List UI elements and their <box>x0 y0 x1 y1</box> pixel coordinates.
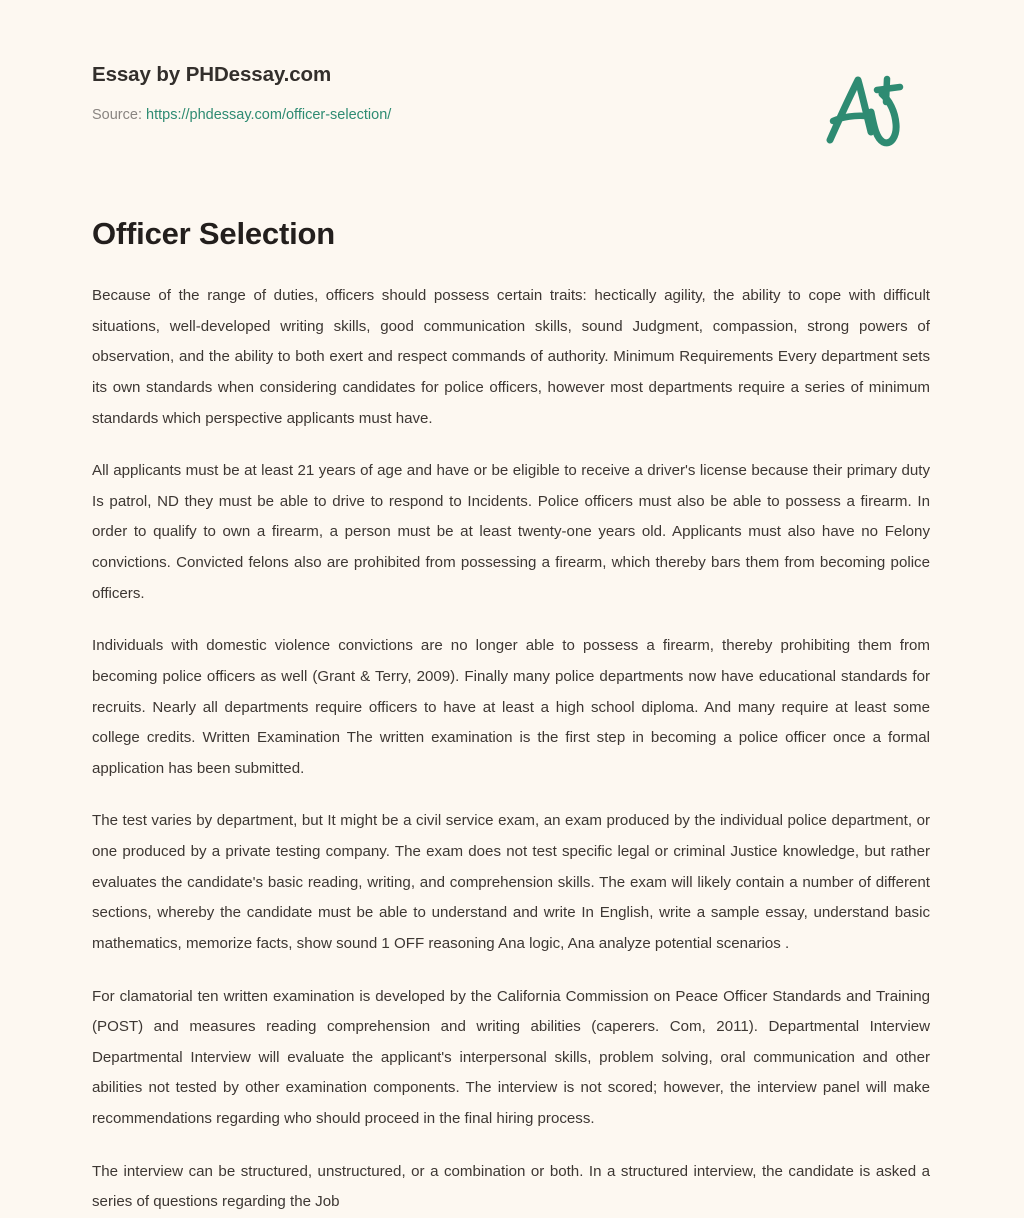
a-plus-logo-icon <box>814 64 910 160</box>
body-paragraph: The test varies by department, but It might be a civil service exam, an exam produced by the individual police department, or one produced by a private testing company. The exam does not test specific legal or criminal Justice knowledge, but rather evaluates the candidate's basic reading, writing, and comprehension skills. The exam will likely contain a number of different sections, whereby the candidate must be able to understand and write In English, write a sample essay, understand basic mathematics, memorize facts, show sound 1 OFF reasoning Ana logic, Ana analyze potential scenarios . <box>92 812 930 952</box>
body-paragraph: All applicants must be at least 21 years of age and have or be eligible to receive a driver's license because their primary duty Is patrol, ND they must be able to drive to respond to Incidents. Police officers must also be able to possess a firearm. In order to qualify to own a firearm, a person must be at least twenty-one years old. Applicants must also have no Felony convictions. Convicted felons also are prohibited from possessing a firearm, which thereby bars them from becoming police officers. <box>92 462 930 602</box>
source-label: Source: <box>92 106 142 123</box>
source-url-link[interactable]: https://phdessay.com/officer-selection/ <box>146 106 392 123</box>
page-title: Officer Selection <box>92 216 335 251</box>
body-paragraph: For clamatorial ten written examination is developed by the California Commission on Peace Officer Standards and Training (POST) and measures reading comprehension and writing abilities (caperers. Com, 2011). Departmental Interview Departmental Interview will evaluate the applicant's interpersonal skills, problem solving, oral communication and other abilities not tested by other examination components. The interview is not scored; however, the interview panel will make recommendations regarding who should proceed in the final hiring process. <box>92 987 930 1127</box>
page-header <box>0 0 1024 160</box>
body-paragraph: The interview can be structured, unstructured, or a combination or both. In a structured interview, the candidate is asked a series of questions regarding the Job <box>92 1162 930 1211</box>
source-line <box>92 106 391 125</box>
brand-title: Essay by PHDessay.com <box>92 63 332 86</box>
header-identity <box>92 62 391 124</box>
essay-body <box>92 281 930 1218</box>
body-paragraph: Individuals with domestic violence convictions are no longer able to possess a firearm, thereby prohibiting them from becoming police officers as well (Grant & Terry, 2009). Finally many police departments now have educational standards for recruits. Nearly all departments require officers to have at least a high school diploma. And many require at least some college credits. Written Examination The written examination is the first step in becoming a police officer once a formal application has been submitted. <box>92 637 930 777</box>
body-paragraph: Because of the range of duties, officers should possess certain traits: hectically agility, the ability to cope with difficult situations, well-developed writing skills, good communication skills, sound Judgment, compassion, strong powers of observation, and the ability to both exert and respect commands of authority. Minimum Requirements Every department sets its own standards when considering candidates for police officers, however most departments require a series of minimum standards which perspective applicants must have. <box>92 287 930 427</box>
